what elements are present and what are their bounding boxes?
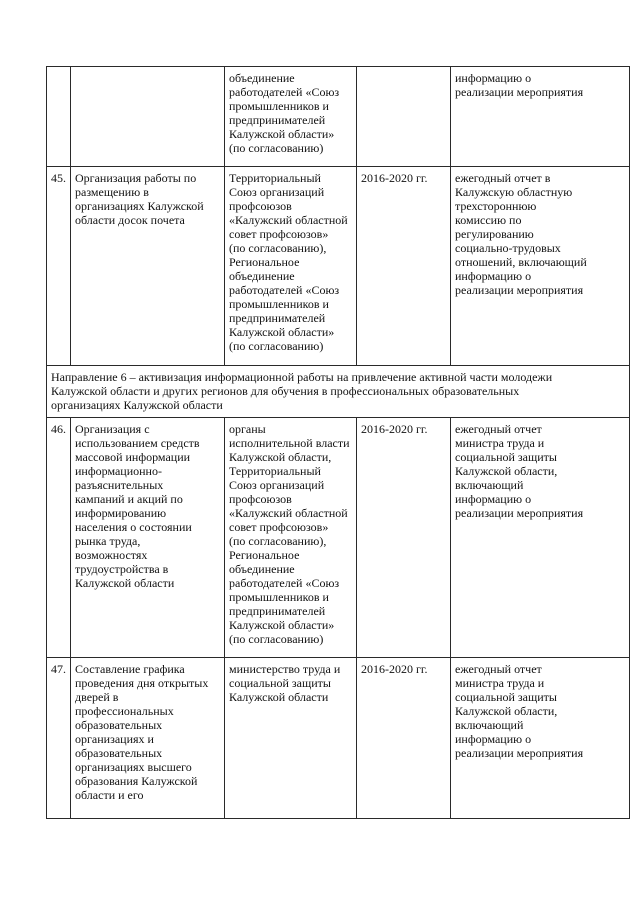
activity-cell: Организация с использованием средств массовой информации информационно- разъяснительных кампаний и акций по информированию населения о состоянии рынка труда, возможностях трудоустройства в Калужской области	[71, 418, 225, 658]
table-row	[47, 67, 630, 167]
responsible-cell: Территориальный Союз организаций профсоюзов «Калужский областной совет профсоюзов» (по согласованию), Региональное объединение работодателей «Союз промышленников и предпринимателей Калужской области» (по согласованию)	[225, 167, 357, 366]
result-cell: ежегодный отчет министра труда и социальной защиты Калужской области, включающий информацию о реализации мероприятия	[451, 658, 630, 819]
table-row	[47, 658, 630, 819]
direction-row	[47, 366, 630, 418]
row-number: 45.	[47, 167, 71, 366]
responsible-cell: министерство труда и социальной защиты Калужской области	[225, 658, 357, 819]
responsible-cell: органы исполнительной власти Калужской области, Территориальный Союз организаций профсоюзов «Калужский областной совет профсоюзов» (по согласованию), Региональное объединение работодателей «Союз промышленников и предпринимателей Калужской области» (по согласованию)	[225, 418, 357, 658]
term-cell: 2016-2020 гг.	[357, 167, 451, 366]
result-cell: ежегодный отчет министра труда и социальной защиты Калужской области, включающий информацию о реализации мероприятия	[451, 418, 630, 658]
table-row	[47, 167, 630, 366]
direction-heading: Направление 6 – активизация информационной работы на привлечение активной части молодежи Калужской области и других регионов для обучения в профессиональных образовательных организациях Калужской области	[47, 366, 630, 418]
term-cell: 2016-2020 гг.	[357, 658, 451, 819]
term-cell: 2016-2020 гг.	[357, 418, 451, 658]
activity-cell	[71, 67, 225, 167]
table-row	[47, 418, 630, 658]
term-cell	[357, 67, 451, 167]
row-number	[47, 67, 71, 167]
result-cell: информацию о реализации мероприятия	[451, 67, 630, 167]
row-number: 47.	[47, 658, 71, 819]
activity-cell: Составление графика проведения дня открытых дверей в профессиональных образовательных организациях и образовательных организациях высшего образования Калужской области и его	[71, 658, 225, 819]
responsible-cell: объединение работодателей «Союз промышленников и предпринимателей Калужской области» (по согласованию)	[225, 67, 357, 167]
activity-cell: Организация работы по размещению в организациях Калужской области досок почета	[71, 167, 225, 366]
result-cell: ежегодный отчет в Калужскую областную трехстороннюю комиссию по регулированию социально-трудовых отношений, включающий информацию о реализации мероприятия	[451, 167, 630, 366]
measures-table	[46, 66, 630, 819]
row-number: 46.	[47, 418, 71, 658]
